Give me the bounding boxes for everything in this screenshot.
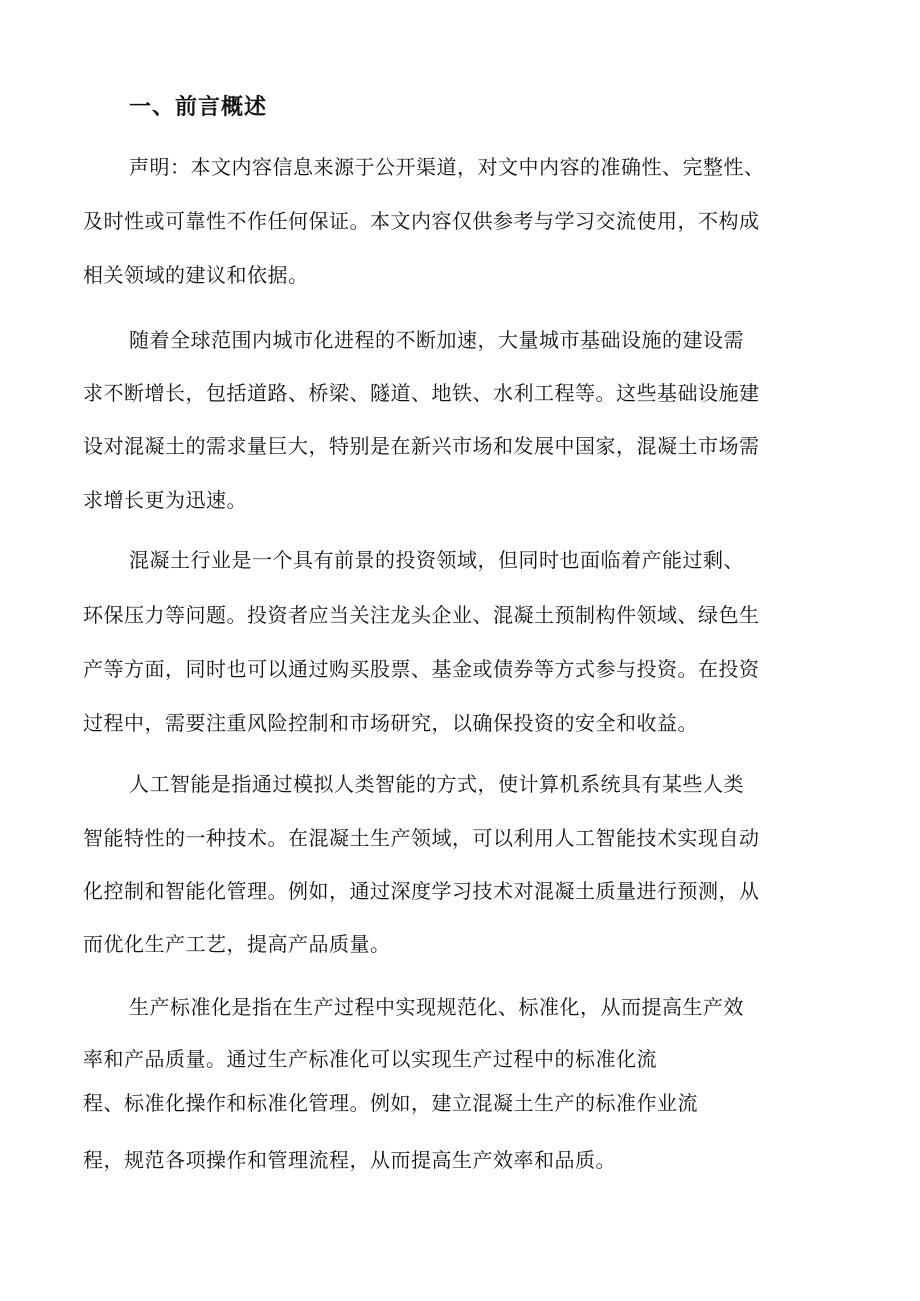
paragraph-line: 程、标准化操作和标准化管理。例如，建立混凝土生产的标准作业流 xyxy=(83,1091,698,1115)
paragraph-line: 随着全球范围内城市化进程的不断加速，大量城市基础设施的建设需 xyxy=(129,328,744,352)
paragraph-line: 程，规范各项操作和管理流程，从而提高生产效率和品质。 xyxy=(83,1148,616,1172)
paragraph-line: 化控制和智能化管理。例如，通过深度学习技术对混凝土质量进行预测，从 xyxy=(83,879,760,903)
disclaimer-line: 相关领域的建议和依据。 xyxy=(83,263,309,287)
paragraph-line: 率和产品质量。通过生产标准化可以实现生产过程中的标准化流 xyxy=(83,1047,657,1071)
paragraph-line: 而优化生产工艺，提高产品质量。 xyxy=(83,932,391,956)
paragraph-line: 求增长更为迅速。 xyxy=(83,488,247,512)
paragraph-line: 人工智能是指通过模拟人类智能的方式，使计算机系统具有某些人类 xyxy=(129,772,744,796)
paragraph-line: 过程中，需要注重风险控制和市场研究，以确保投资的安全和收益。 xyxy=(83,711,698,735)
disclaimer-line: 声明：本文内容信息来源于公开渠道，对文中内容的准确性、完整性、 xyxy=(129,155,765,179)
paragraph-line: 智能特性的一种技术。在混凝土生产领域，可以利用人工智能技术实现自动 xyxy=(83,826,760,850)
paragraph-line: 混凝土行业是一个具有前景的投资领域，但同时也面临着产能过剩、 xyxy=(129,548,744,572)
paragraph-line: 产等方面，同时也可以通过购买股票、基金或债券等方式参与投资。在投资 xyxy=(83,657,760,681)
paragraph-line: 求不断增长，包括道路、桥梁、隧道、地铁、水利工程等。这些基础设施建 xyxy=(83,381,760,405)
section-heading: 一、前言概述 xyxy=(129,94,268,120)
paragraph-line: 环保压力等问题。投资者应当关注龙头企业、混凝土预制构件领域、绿色生 xyxy=(83,603,760,627)
paragraph-line: 设对混凝土的需求量巨大，特别是在新兴市场和发展中国家，混凝土市场需 xyxy=(83,434,760,458)
disclaimer-line: 及时性或可靠性不作任何保证。本文内容仅供参考与学习交流使用，不构成 xyxy=(83,209,760,233)
paragraph-line: 生产标准化是指在生产过程中实现规范化、标准化，从而提高生产效 xyxy=(129,995,744,1019)
